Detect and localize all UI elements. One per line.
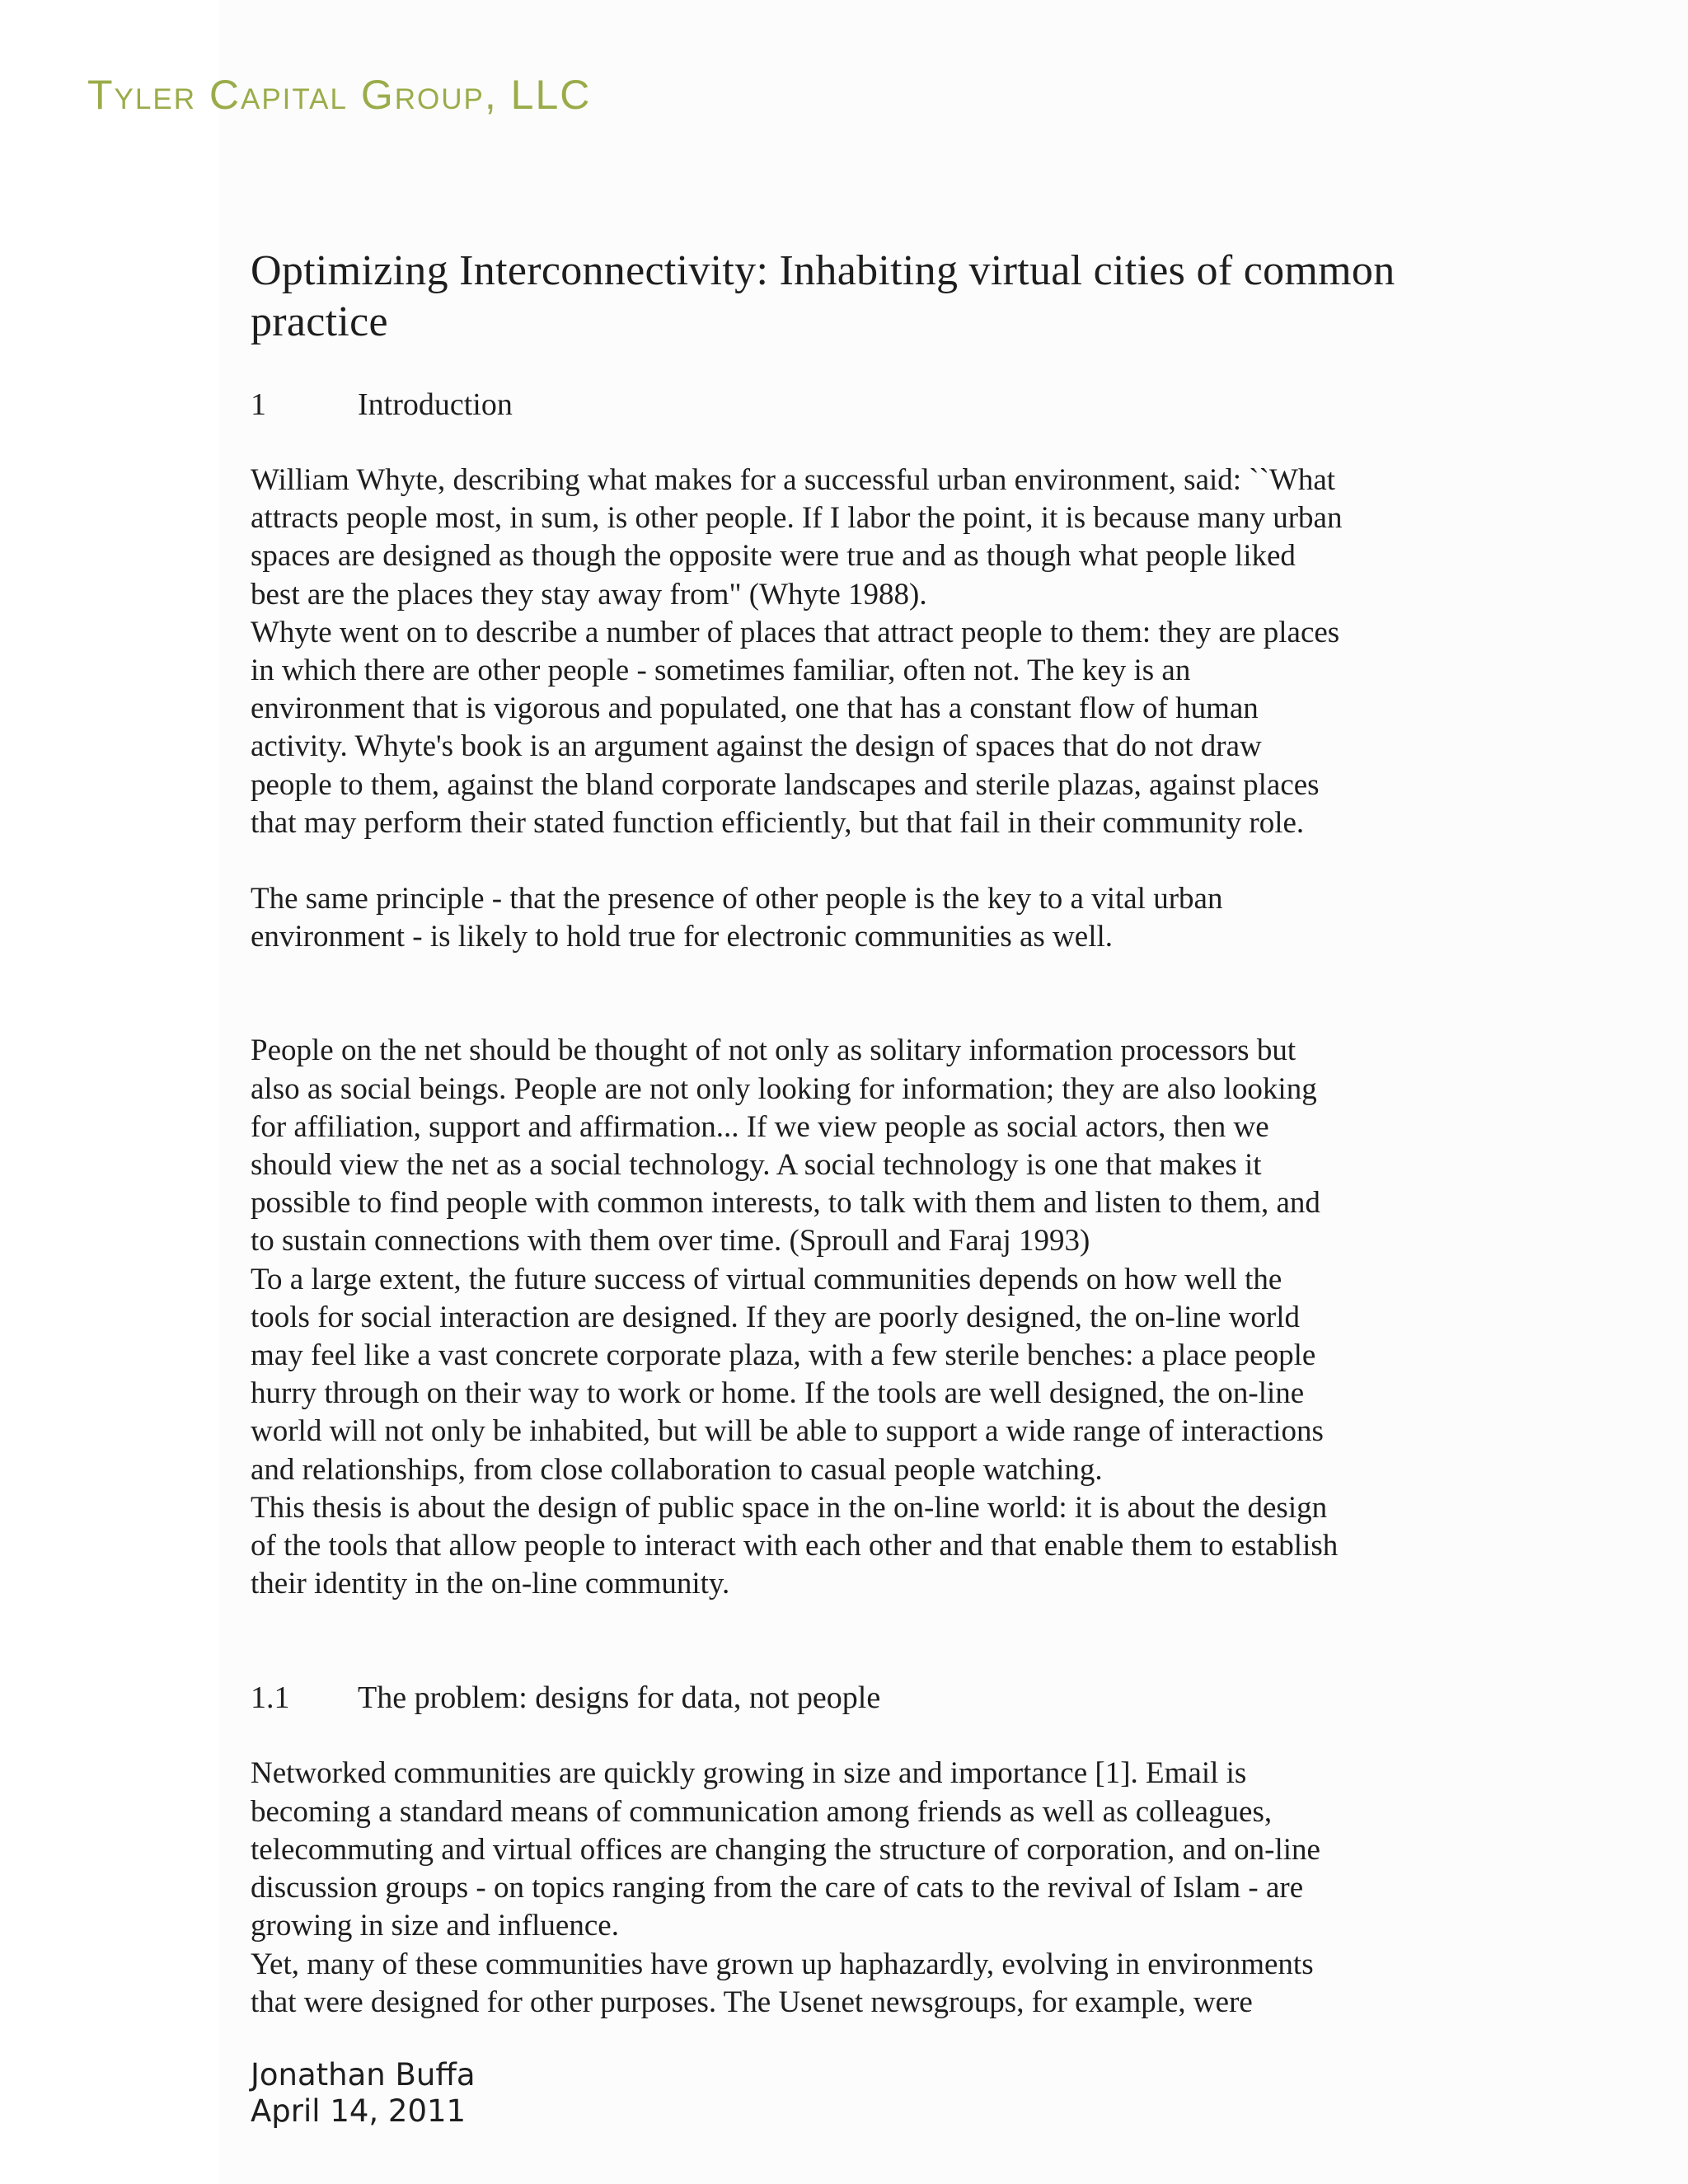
text-line: best are the places they stay away from" (Whyte 1988). <box>251 577 927 612</box>
text-line: world will not only be inhabited, but will be able to support a wide range of interactions <box>251 1414 1324 1449</box>
document-title <box>251 246 1487 348</box>
title-line: Optimizing Interconnectivity: Inhabiting virtual cities of common <box>251 247 1395 294</box>
text-line: tools for social interaction are designed. If they are poorly designed, the on-line world <box>251 1300 1301 1334</box>
text-line: activity. Whyte's book is an argument against the design of spaces that do not draw <box>251 729 1262 764</box>
section-number: 1.1 <box>251 1680 290 1716</box>
section-title: The problem: designs for data, not people <box>358 1680 881 1716</box>
text-line: becoming a standard means of communication among friends as well as colleagues, <box>251 1794 1273 1829</box>
text-line: hurry through on their way to work or home. If the tools are well designed, the on-line <box>251 1376 1305 1411</box>
paragraph-usenet <box>251 1946 1487 2022</box>
text-line: should view the net as a social technology. A social technology is one that makes it <box>251 1148 1262 1183</box>
text-line: that may perform their stated function efficiently, but that fail in their community role. <box>251 805 1305 840</box>
text-line: also as social beings. People are not only looking for information; they are also looking <box>251 1071 1317 1106</box>
paragraph-future-success <box>251 1261 1487 1489</box>
text-line: people to them, against the bland corporate landscapes and sterile plazas, against places <box>251 767 1320 802</box>
text-line: growing in size and influence. <box>251 1909 619 1943</box>
text-line: of the tools that allow people to interact with each other and that enable them to establish <box>251 1529 1339 1563</box>
paragraph-same-principle <box>251 880 1487 956</box>
section-heading-introduction <box>251 386 1487 424</box>
text-line: for affiliation, support and affirmation... If we view people as social actors, then we <box>251 1109 1269 1144</box>
text-line: environment that is vigorous and populated, one that has a constant flow of human <box>251 691 1259 726</box>
text-line: The same principle - that the presence of other people is the key to a vital urban <box>251 882 1223 916</box>
text-line: environment - is likely to hold true for electronic communities as well. <box>251 920 1114 954</box>
text-line: and relationships, from close collaboration to casual people watching. <box>251 1452 1103 1487</box>
text-line: This thesis is about the design of public space in the on-line world: it is about the design <box>251 1490 1328 1525</box>
company-letterhead: Tyler Capital Group, LLC <box>87 72 592 118</box>
section-number: 1 <box>251 387 266 422</box>
text-line: their identity in the on-line community. <box>251 1567 730 1601</box>
paragraph-thesis-scope <box>251 1489 1487 1604</box>
document-body <box>251 246 1487 2022</box>
text-line: possible to find people with common interests, to talk with them and listen to them, and <box>251 1186 1320 1221</box>
text-line: People on the net should be thought of not only as solitary information processors but <box>251 1033 1296 1068</box>
text-line: attracts people most, in sum, is other people. If I labor the point, it is because many urban <box>251 501 1343 536</box>
paragraph-whyte-quote <box>251 462 1487 614</box>
document-footer <box>251 2057 476 2130</box>
author-name: Jonathan Buffa <box>251 2057 476 2093</box>
section-heading-problem <box>251 1679 1487 1717</box>
document-date: April 14, 2011 <box>251 2093 467 2129</box>
text-line: to sustain connections with them over time. (Sproull and Faraj 1993) <box>251 1224 1090 1258</box>
text-line: may feel like a vast concrete corporate plaza, with a few sterile benches: a place people <box>251 1338 1316 1373</box>
section-title: Introduction <box>358 387 513 422</box>
text-line: telecommuting and virtual offices are changing the structure of corporation, and on-line <box>251 1832 1320 1867</box>
paragraph-whyte-places <box>251 614 1487 842</box>
text-line: Yet, many of these communities have grown up haphazardly, evolving in environments <box>251 1947 1314 1981</box>
text-line: Networked communities are quickly growing in size and importance [1]. Email is <box>251 1756 1247 1791</box>
text-line: that were designed for other purposes. The Usenet newsgroups, for example, were <box>251 1985 1253 2019</box>
text-line: Whyte went on to describe a number of places that attract people to them: they are places <box>251 615 1340 649</box>
paragraph-social-beings <box>251 1032 1487 1260</box>
text-line: discussion groups - on topics ranging from the care of cats to the revival of Islam - are <box>251 1871 1304 1905</box>
text-line: in which there are other people - sometimes familiar, often not. The key is an <box>251 654 1191 688</box>
paragraph-networked-communities <box>251 1755 1487 1945</box>
text-line: spaces are designed as though the opposite were true and as though what people liked <box>251 539 1296 574</box>
text-line: William Whyte, describing what makes for a successful urban environment, said: ``What <box>251 463 1336 497</box>
title-line: practice <box>251 298 388 345</box>
text-line: To a large extent, the future success of virtual communities depends on how well the <box>251 1262 1282 1296</box>
